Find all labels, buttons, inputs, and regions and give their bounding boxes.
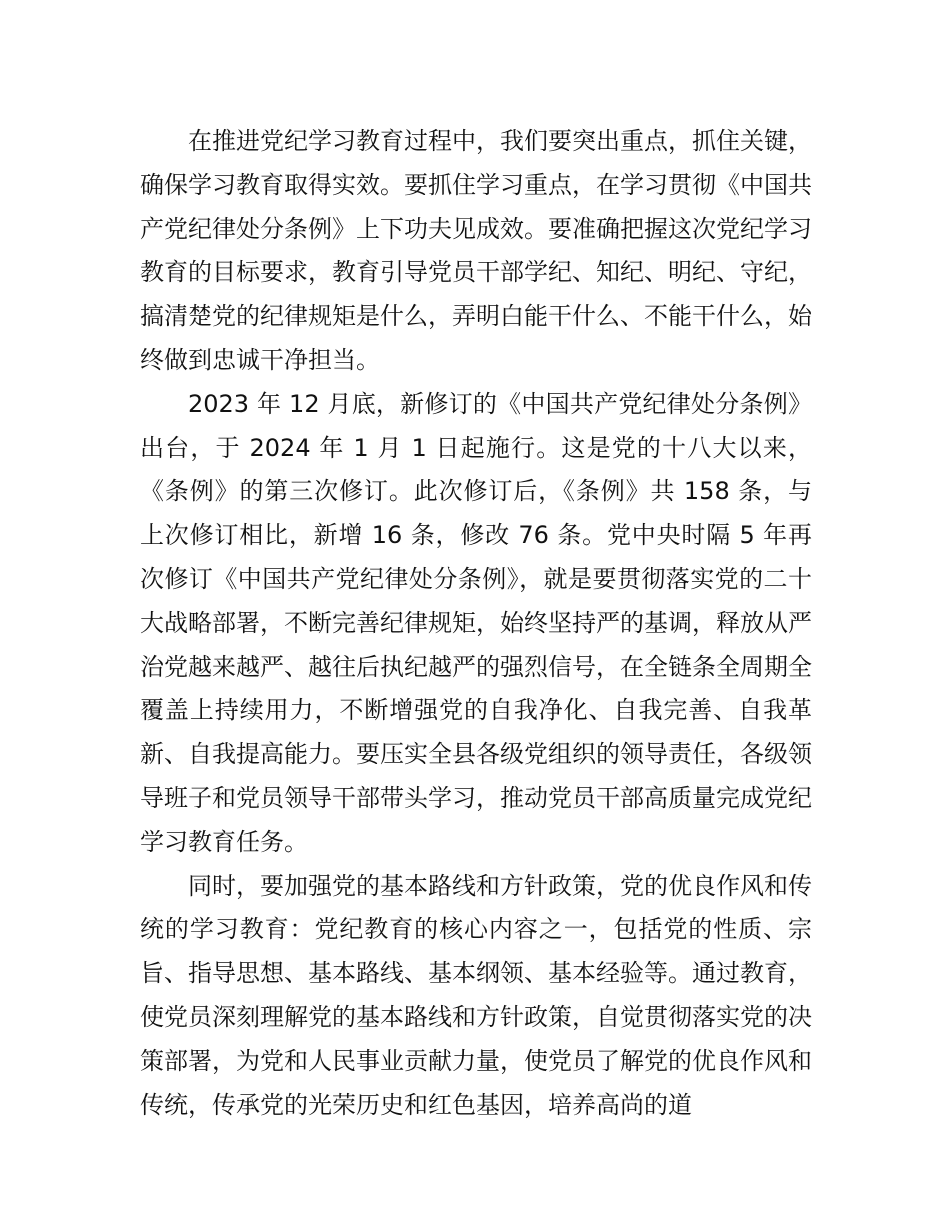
paragraph-3: 同时，要加强党的基本路线和方针政策，党的优良作风和传统的学习教育：党纪教育的核心内容之一，包括党的性质、宗旨、指导思想、基本路线、基本纲领、基本经验等。通过教育，使党员深刻理解党的基本路线和方针政策，自觉贯彻落实党的决策部署，为党和人民事业贡献力量，使党员了解党的优良作风和传统，传承党的光荣历史和红色基因，培养高尚的道 (140, 871, 812, 1119)
paragraph-2: 2023 年 12 月底，新修订的《中国共产党纪律处分条例》出台，于 2024 年 1 月 1 日起施行。这是党的十八大以来，《条例》的第三次修订。此次修订后，《条例》共 158 条，与上次修订相比，新增 16 条，修改 76 条。党中央时隔 5 年再次修订《中国共产党纪律处分条例》，就是要贯彻落实党的二十大战略部署，不断完善纪律规矩，始终坚持严的基调，释放从严治党越来越严、越往后执纪越严的强烈信号，在全链条全周期全覆盖上持续用力，不断增强党的自我净化、自我完善、自我革新、自我提高能力。要压实全县各级党组织的领导责任，各级领导班子和党员领导干部带头学习，推动党员干部高质量完成党纪学习教育任务。 (140, 389, 812, 856)
document-body (140, 120, 812, 1127)
paragraph-1: 在推进党纪学习教育过程中，我们要突出重点，抓住关键，确保学习教育取得实效。要抓住学习重点，在学习贯彻《中国共产党纪律处分条例》上下功夫见成效。要准确把握这次党纪学习教育的目标要求，教育引导党员干部学纪、知纪、明纪、守纪，搞清楚党的纪律规矩是什么，弄明白能干什么、不能干什么，始终做到忠诚干净担当。 (140, 127, 812, 374)
